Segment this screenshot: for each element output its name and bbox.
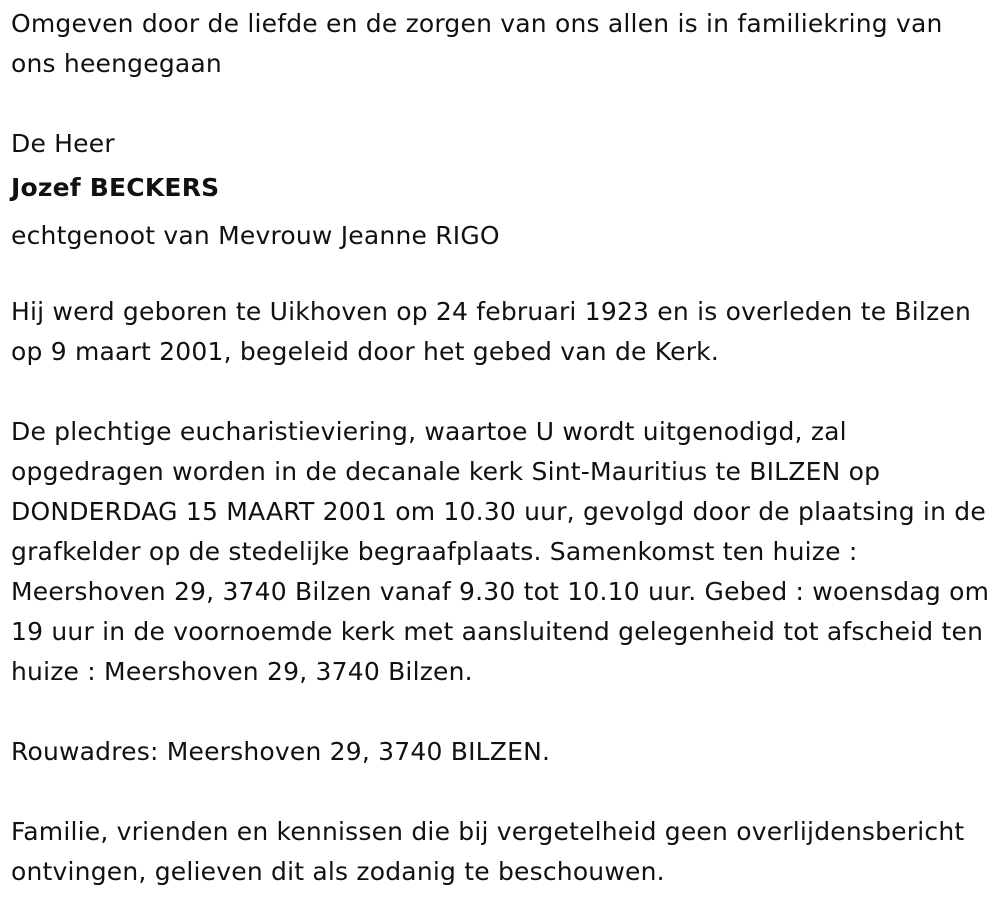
- death-notice: [11, 4, 991, 892]
- spacer: [11, 84, 991, 124]
- intro-text: Omgeven door de liefde en de zorgen van ons allen is in familiekring van ons heengegaan: [11, 9, 943, 78]
- spacer: [11, 692, 991, 732]
- mourning-address: Rouwadres: Meershoven 29, 3740 BILZEN.: [11, 737, 551, 766]
- spacer: [11, 772, 991, 812]
- spacer: [11, 260, 991, 268]
- birth-death-text: Hij werd geboren te Uikhoven op 24 februari 1923 en is overleden te Bilzen op 9 maart 2001, begeleid door het gebed van de Kerk.: [11, 297, 972, 366]
- honorific-title: De Heer: [11, 129, 115, 158]
- spouse-text: echtgenoot van Mevrouw Jeanne RIGO: [11, 221, 500, 250]
- closing-text: Familie, vrienden en kennissen die bij vergetelheid geen overlijdensbericht ontvingen, gelieven dit als zodanig te beschouwen.: [11, 817, 965, 886]
- deceased-name: Jozef BECKERS: [11, 173, 220, 202]
- ceremony-text: De plechtige eucharistieviering, waartoe U wordt uitgenodigd, zal opgedragen worden in de decanale kerk Sint-Mauritius te BILZEN op DONDERDAG 15 MAART 2001 om 10.30 uur, gevolgd door de plaatsing in de grafkelder op de stedelijke begraafplaats. Samenkomst ten huize : Meershoven 29, 3740 Bilzen vanaf 9.30 tot 10.10 uur. Gebed : woensdag om 19 uur in de voornoemde kerk met aansluitend gelegenheid tot afscheid ten huize : Meershoven 29, 3740 Bilzen.: [11, 417, 990, 686]
- spacer: [11, 268, 991, 292]
- spacer: [11, 372, 991, 412]
